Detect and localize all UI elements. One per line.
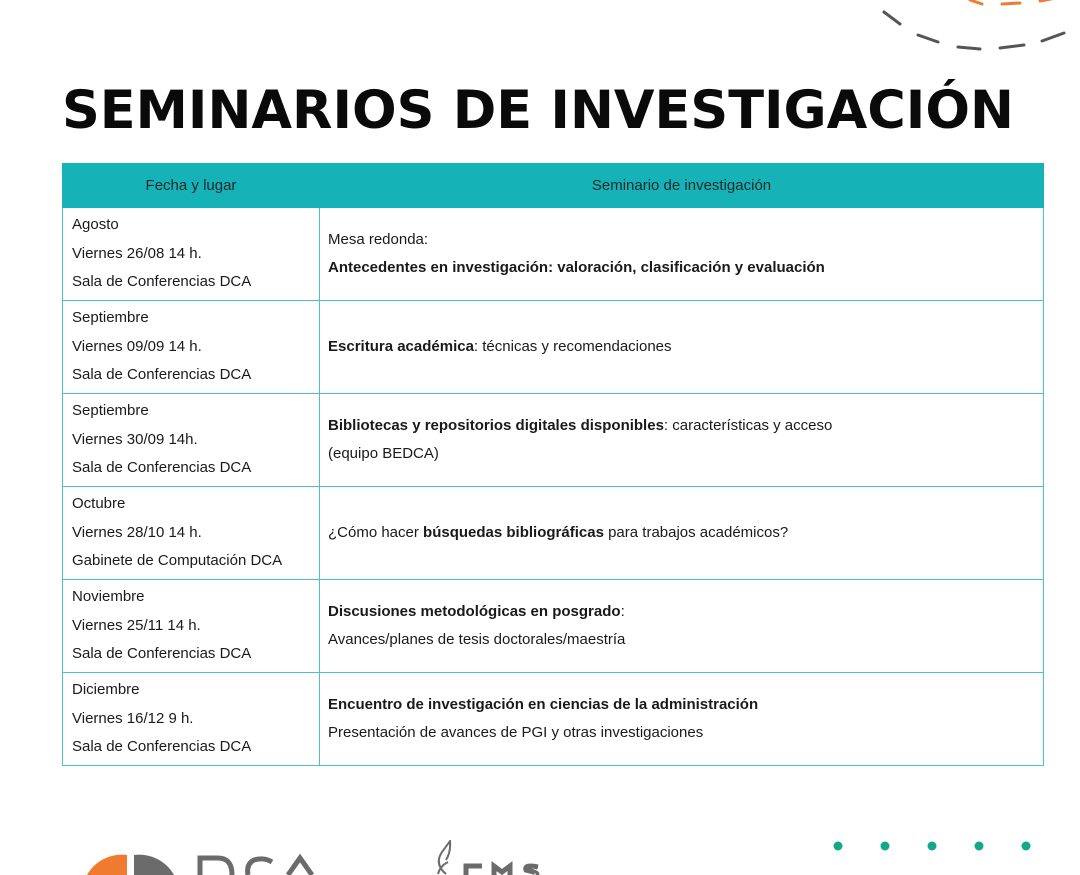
seminar-prefix: ¿Cómo hacer	[328, 523, 424, 541]
seminar-line: (equipo BEDCA)	[328, 445, 439, 462]
seminar-line	[328, 333, 1035, 362]
month: Agosto	[72, 216, 119, 234]
date-place-cell	[63, 394, 320, 487]
venue: Sala de Conferencias DCA	[72, 459, 252, 477]
header-fecha: Fecha y lugar	[63, 164, 320, 208]
seminar-subtitle: : características y acceso	[663, 416, 833, 434]
seminar-cell	[320, 673, 1044, 766]
venue: Gabinete de Computación DCA	[72, 552, 283, 570]
lms-logo	[420, 840, 590, 875]
date-time: Viernes 30/09 14h.	[72, 430, 198, 448]
table-row	[63, 487, 1044, 580]
table-row	[63, 580, 1044, 673]
date-place-cell	[63, 301, 320, 394]
page-title: SEMINARIOS DE INVESTIGACIÓN	[62, 80, 1014, 141]
date-time: Viernes 28/10 14 h.	[72, 523, 202, 541]
seminar-subtitle: para trabajos académicos?	[603, 523, 789, 541]
decorative-arc-icon	[860, 0, 1080, 60]
seminar-line: Avances/planes de tesis doctorales/maestría	[328, 631, 626, 648]
table-row	[63, 301, 1044, 394]
month: Noviembre	[72, 588, 145, 606]
date-time: Viernes 16/12 9 h.	[72, 709, 194, 727]
seminar-cell	[320, 301, 1044, 394]
table-row	[63, 208, 1044, 301]
month: Octubre	[72, 495, 126, 513]
date-place-cell	[63, 208, 320, 301]
dot-row-icon	[830, 838, 1040, 854]
seminar-cell	[320, 487, 1044, 580]
venue: Sala de Conferencias DCA	[72, 738, 252, 756]
seminar-cell	[320, 208, 1044, 301]
venue: Sala de Conferencias DCA	[72, 645, 252, 663]
date-time: Viernes 25/11 14 h.	[72, 616, 201, 634]
venue: Sala de Conferencias DCA	[72, 273, 252, 291]
header-seminario: Seminario de investigación	[320, 164, 1044, 208]
date-place-cell	[63, 673, 320, 766]
seminar-title: Encuentro de investigación en ciencias de la administración	[328, 695, 759, 713]
seminar-title: Bibliotecas y repositorios digitales disponibles	[328, 416, 664, 434]
venue: Sala de Conferencias DCA	[72, 366, 252, 384]
seminar-line	[328, 598, 1035, 627]
seminar-cell	[320, 580, 1044, 673]
date-place-cell	[63, 487, 320, 580]
table-row	[63, 394, 1044, 487]
table-row	[63, 673, 1044, 766]
seminar-title: búsquedas bibliográficas	[423, 523, 604, 541]
month: Diciembre	[72, 681, 140, 699]
table-header-row	[63, 164, 1044, 208]
seminar-line: Mesa redonda:	[328, 230, 429, 248]
seminar-line	[328, 412, 1035, 441]
date-place-cell	[63, 580, 320, 673]
date-time: Viernes 09/09 14 h.	[72, 337, 202, 355]
seminar-line: Presentación de avances de PGI y otras investigaciones	[328, 724, 704, 741]
seminar-subtitle: : técnicas y recomendaciones	[473, 337, 672, 355]
seminar-title: Antecedentes en investigación: valoración, clasificación y evaluación	[328, 259, 825, 276]
seminar-table	[62, 163, 1044, 766]
seminar-subtitle: :	[620, 602, 625, 620]
seminar-title: Escritura académica	[328, 337, 474, 355]
seminar-line	[328, 519, 1035, 548]
dca-logo	[82, 852, 322, 875]
seminar-cell	[320, 394, 1044, 487]
date-time: Viernes 26/08 14 h.	[72, 244, 202, 262]
month: Septiembre	[72, 402, 149, 420]
month: Septiembre	[72, 309, 149, 327]
seminar-title: Discusiones metodológicas en posgrado	[328, 602, 621, 620]
